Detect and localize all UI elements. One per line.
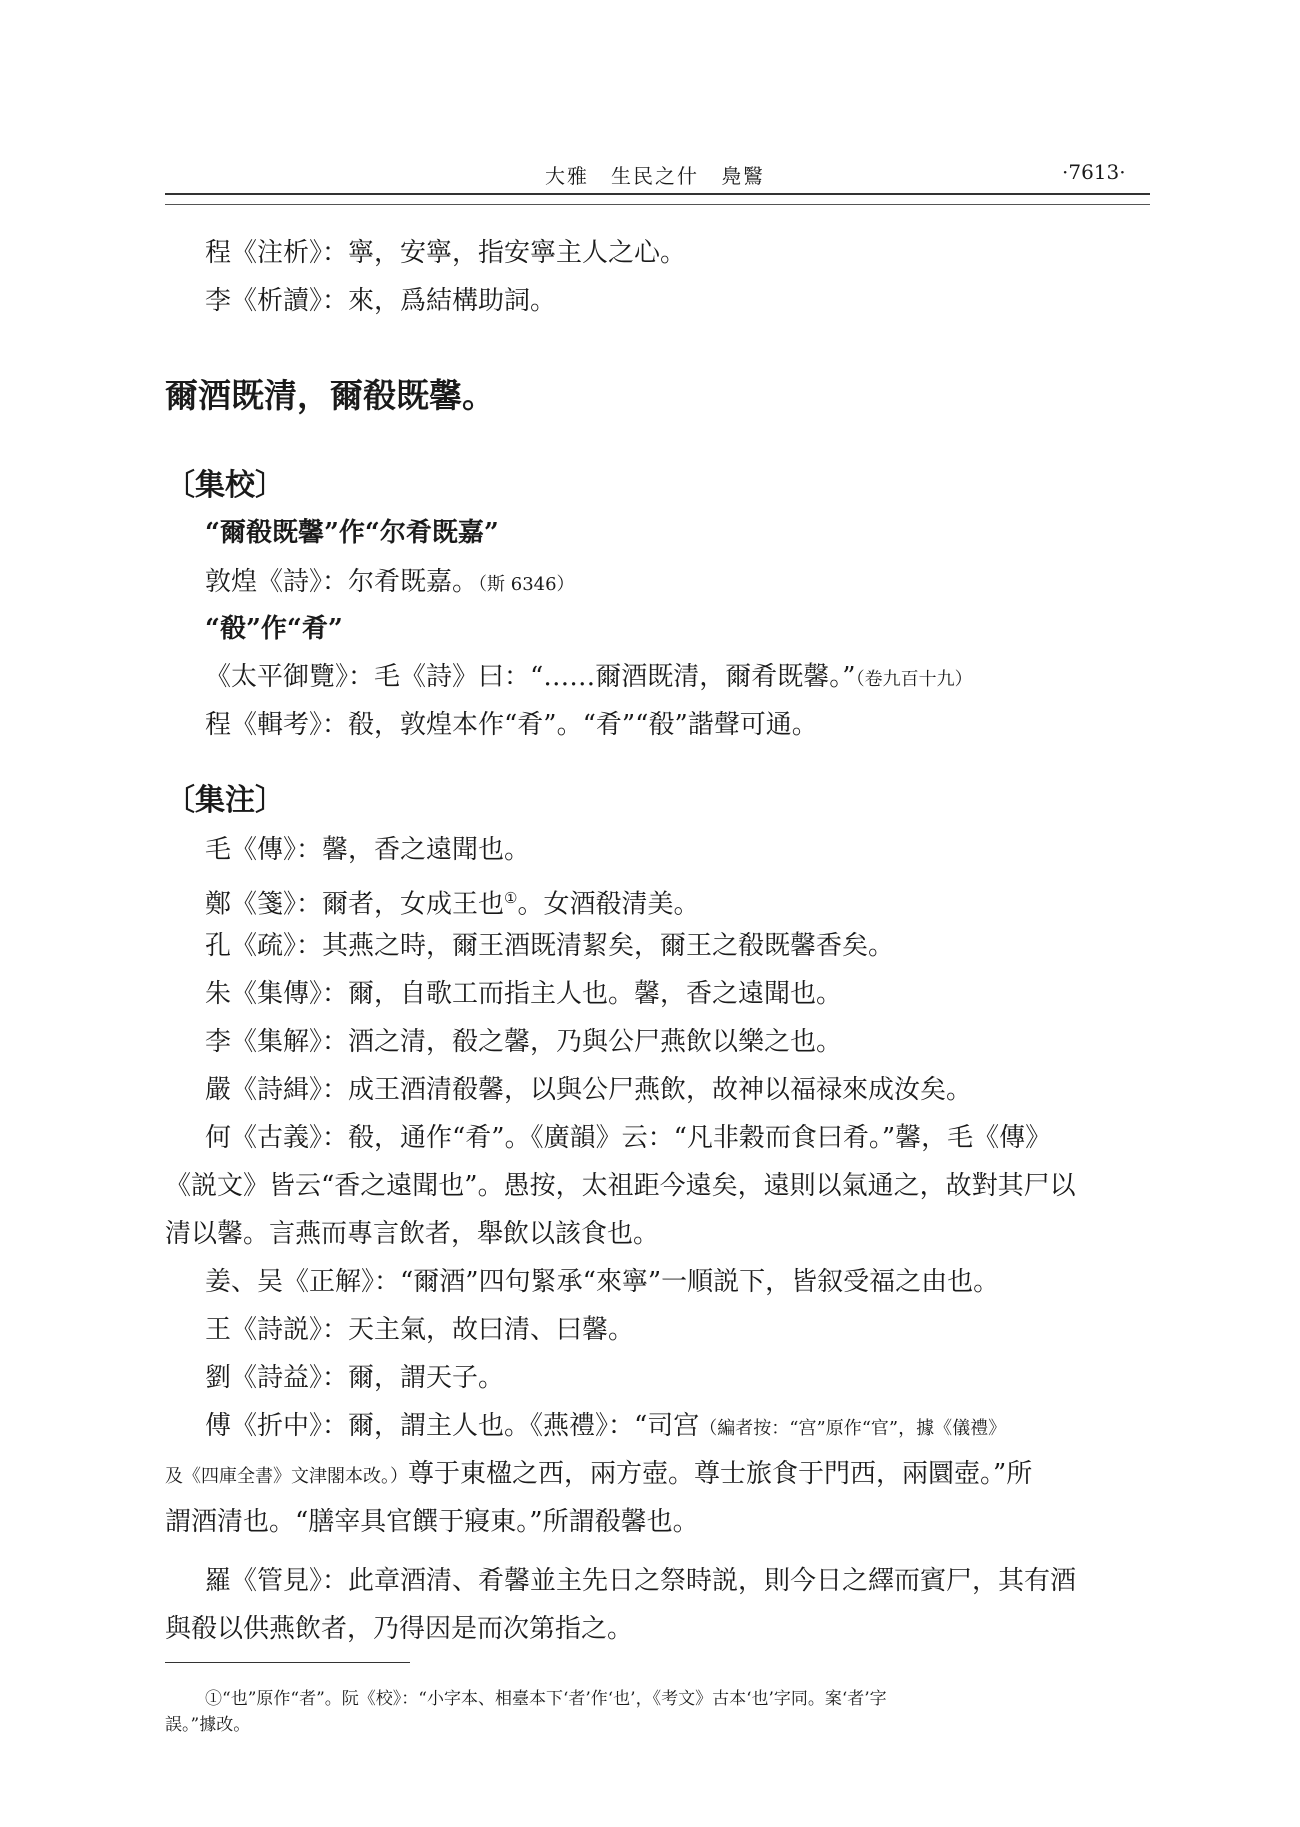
jizhu-line: 朱《集傳》：爾，自歌工而指主人也。馨，香之遠聞也。 bbox=[205, 979, 843, 1009]
running-title: 大雅 生民之什 鳧鷖 bbox=[545, 164, 765, 188]
jizhu-line bbox=[165, 1458, 1032, 1493]
jijiao-line-note: （卷九百十九） bbox=[855, 669, 973, 690]
jizhu-line-text: 鄭《箋》：爾者，女成王也 bbox=[205, 889, 505, 920]
jizhu-line bbox=[205, 1410, 1006, 1445]
jizhu-line: 王《詩説》：天主氣，故曰清、曰馨。 bbox=[205, 1315, 635, 1345]
header-rule bbox=[165, 193, 1150, 195]
footnote-line: ①“也”原作“者”。阮《校》：“小字本、相臺本下‘者’作‘也’，《考文》古本‘也’字同。案‘者’字 bbox=[205, 1689, 887, 1709]
jizhu-line-text: 。女酒殽清美。 bbox=[517, 889, 700, 920]
jizhu-line: 李《集解》：酒之清，殽之馨，乃與公尸燕飲以樂之也。 bbox=[205, 1027, 843, 1057]
jijiao-subheading: “爾殽既馨”作“尔肴既嘉” bbox=[205, 518, 499, 548]
header-rule-thin bbox=[165, 204, 1150, 205]
page-number: ·7613· bbox=[1062, 160, 1126, 184]
jijiao-line bbox=[205, 661, 973, 696]
editor-note: 及《四庫全書》文津閣本改。） bbox=[165, 1466, 408, 1487]
footnote-marker: ① bbox=[504, 889, 518, 907]
jizhu-line: 與殽以供燕飲者，乃得因是而次第指之。 bbox=[165, 1614, 634, 1644]
jijiao-line-note: （斯 6346） bbox=[478, 574, 575, 595]
jizhu-line: 嚴《詩緝》：成王酒清殽馨，以與公尸燕飲，故神以福禄來成汝矣。 bbox=[205, 1075, 973, 1105]
jijiao-line-text: 《太平御覽》：毛《詩》曰：“……爾酒既清，爾肴既馨。” bbox=[205, 662, 856, 692]
jizhu-line: 《説文》皆云“香之遠聞也”。愚按，太祖距今遠矣，遠則以氣通之，故對其尸以 bbox=[165, 1171, 1076, 1201]
editor-note: （編者按：“宫”原作“官”，據《儀禮》 bbox=[699, 1418, 1007, 1439]
jijiao-heading: 〔集校〕 bbox=[165, 468, 285, 503]
jizhu-line: 清以馨。言燕而專言飲者，舉飲以該食也。 bbox=[165, 1219, 660, 1249]
jizhu-line: 毛《傳》：馨，香之遠聞也。 bbox=[205, 835, 531, 865]
footnote-line: 誤。”據改。 bbox=[165, 1715, 251, 1735]
jijiao-line-text: 敦煌《詩》：尔肴既嘉。 bbox=[205, 567, 479, 597]
jizhu-line bbox=[205, 882, 699, 921]
jijiao-line bbox=[205, 566, 575, 601]
intro-line: 李《析讀》：來，爲結構助詞。 bbox=[205, 286, 557, 316]
verse-line: 爾酒既清，爾殽既馨。 bbox=[165, 376, 495, 415]
jizhu-line: 姜、吴《正解》：“爾酒”四句緊承“來寧”一順説下，皆叙受福之由也。 bbox=[205, 1267, 1000, 1297]
jijiao-line: 程《輯考》：殽，敦煌本作“肴”。“肴”“殽”諧聲可通。 bbox=[205, 710, 818, 740]
jizhu-line: 謂酒清也。“膳宰具官饌于寢東。”所謂殽馨也。 bbox=[165, 1507, 699, 1537]
jizhu-line-text: 傅《折中》：爾，謂主人也。《燕禮》：“司宫 bbox=[205, 1411, 700, 1441]
jizhu-heading: 〔集注〕 bbox=[165, 783, 285, 818]
jizhu-line-text: 尊于東楹之西，兩方壺。尊士旅食于門西，兩圜壺。”所 bbox=[408, 1459, 1033, 1489]
footnote-rule bbox=[165, 1662, 410, 1663]
jizhu-line: 何《古義》：殽，通作“肴”。《廣韻》云：“凡非穀而食曰肴。”馨，毛《傳》 bbox=[205, 1123, 1052, 1153]
jijiao-subheading: “殽”作“肴” bbox=[205, 614, 343, 644]
jizhu-line: 羅《管見》：此章酒清、肴馨並主先日之祭時説，則今日之繹而賓尸，其有酒 bbox=[205, 1566, 1077, 1596]
intro-line: 程《注析》：寧，安寧，指安寧主人之心。 bbox=[205, 238, 687, 268]
jizhu-line: 孔《疏》：其燕之時，爾王酒既清絜矣，爾王之殽既馨香矣。 bbox=[205, 931, 895, 961]
jizhu-line: 劉《詩益》：爾，謂天子。 bbox=[205, 1363, 505, 1393]
